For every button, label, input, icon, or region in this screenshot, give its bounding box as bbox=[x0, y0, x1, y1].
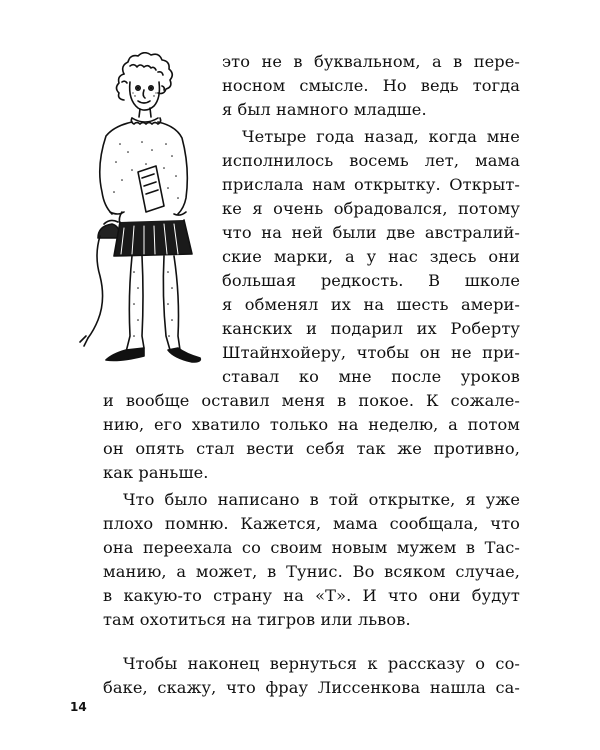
text-line: как раньше. bbox=[103, 463, 209, 482]
text-line: в какую-то страну на «Т». И что они будут bbox=[103, 586, 520, 605]
text-line: ставал ко мне после уроков bbox=[222, 367, 520, 386]
hair-icon bbox=[117, 53, 173, 100]
text-line: что на ней были две австралий- bbox=[222, 223, 520, 242]
text-line: там охотиться на тигров или львов. bbox=[103, 610, 411, 629]
woman-ironing-illustration bbox=[72, 52, 212, 372]
text-line: Что было написано в той открытке, я уже bbox=[123, 490, 520, 509]
text-line: Штайнхойеру, чтобы он не при- bbox=[222, 343, 520, 362]
text-line: прислала нам открытку. Открыт- bbox=[222, 175, 520, 194]
text-line: Чтобы наконец вернуться к рассказу о со- bbox=[123, 654, 520, 673]
text-line: носном смысле. Но ведь тогда bbox=[222, 76, 520, 95]
text-line: ские марки, а у нас здесь они bbox=[222, 247, 520, 266]
text-line: он опять стал вести себя так же противно, bbox=[103, 439, 520, 458]
text-line: баке, скажу, что фрау Лиссенкова нашла са- bbox=[103, 678, 520, 697]
text-line: она переехала со своим новым мужем в Тас- bbox=[103, 538, 520, 557]
text-line: канских и подарил их Роберту bbox=[222, 319, 520, 338]
text-line: манию, а может, в Тунис. Во всяком случае, bbox=[103, 562, 520, 581]
text-line: Четыре года назад, когда мне bbox=[242, 127, 520, 146]
text-line: большая редкость. В школе bbox=[222, 271, 520, 290]
text-line: нию, его хватило только на неделю, а потом bbox=[103, 415, 520, 434]
page-number: 14 bbox=[70, 700, 87, 714]
text-line: плохо помню. Кажется, мама сообщала, что bbox=[103, 514, 520, 533]
text-line: и вообще оставил меня в покое. К сожале- bbox=[103, 391, 520, 410]
iron-icon bbox=[98, 224, 120, 238]
text-line: ке я очень обрадовался, потому bbox=[222, 199, 520, 218]
text-line: исполнилось восемь лет, мама bbox=[222, 151, 520, 170]
text-line: я обменял их на шесть амери- bbox=[222, 295, 520, 314]
text-line: я был намного младше. bbox=[222, 100, 427, 119]
text-line: это не в буквальном, а в пере- bbox=[222, 52, 520, 71]
